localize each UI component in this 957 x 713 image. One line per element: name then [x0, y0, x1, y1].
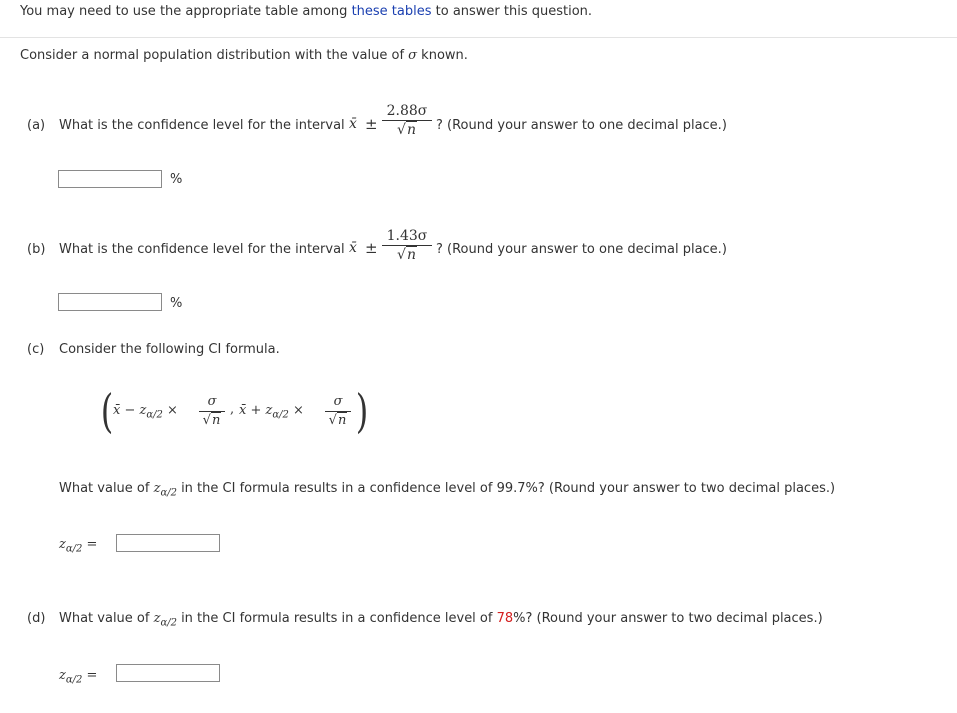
- part-c-question-prefix: What value of: [59, 481, 154, 496]
- confidence-value-highlight: 78: [496, 611, 514, 626]
- problem-intro: [20, 48, 468, 63]
- z-subscript: α/2: [65, 543, 83, 555]
- z-subscript: α/2: [160, 617, 177, 629]
- sqrt-sign: √: [397, 247, 406, 263]
- part-d-label: (d): [27, 611, 46, 626]
- z-subscript: α/2: [160, 487, 177, 499]
- part-a-numerator: 2.88σ: [386, 103, 428, 119]
- sqrt-radicand: n: [406, 122, 416, 138]
- part-d-question-mid: in the CI formula results in a confidence level of: [176, 611, 497, 626]
- sqrt-radicand: n: [337, 413, 347, 428]
- sqrt-radicand: n: [211, 413, 221, 428]
- right-denominator: [325, 413, 351, 429]
- divider: [0, 37, 957, 38]
- left-denominator: [199, 413, 225, 429]
- formula-close-paren: ): [355, 384, 369, 438]
- part-a-plus-minus: ±: [365, 115, 378, 133]
- equals-sign: =: [86, 537, 98, 552]
- z-symbol: z: [153, 481, 161, 496]
- part-b-xbar: x̄: [349, 240, 357, 256]
- part-a-answer-input[interactable]: [58, 170, 162, 188]
- sqrt-sign: √: [202, 413, 211, 428]
- left-subscript: α/2: [146, 409, 163, 421]
- z-subscript: α/2: [65, 674, 83, 686]
- equals-sign: =: [86, 668, 98, 683]
- part-a-xbar: x̄: [349, 116, 357, 132]
- instructions: [20, 4, 592, 19]
- part-b-label: (b): [27, 242, 46, 257]
- intro-text: Consider a normal population distribution with the value of: [20, 48, 409, 63]
- right-sigma: σ: [333, 394, 343, 409]
- times-symbol: ×: [292, 403, 304, 418]
- part-b-question: What is the confidence level for the interval: [59, 242, 345, 257]
- z-symbol: z: [59, 537, 66, 552]
- z-symbol: z: [153, 611, 161, 626]
- z-symbol: z: [59, 668, 66, 683]
- sqrt-sign: √: [328, 413, 337, 428]
- part-d-question-prefix: What value of: [59, 611, 154, 626]
- formula-left-term: [113, 403, 178, 421]
- part-b-instruction: ? (Round your answer to one decimal place.): [436, 242, 727, 257]
- right-subscript: α/2: [272, 409, 289, 421]
- part-c-answer-label: [59, 537, 97, 555]
- tables-link[interactable]: these tables: [351, 4, 432, 19]
- part-d-question-suffix: %? (Round your answer to two decimal places.): [513, 611, 823, 626]
- part-a-denominator: [382, 122, 432, 138]
- part-b-numerator: 1.43σ: [386, 228, 428, 244]
- part-b-answer-input[interactable]: [58, 293, 162, 311]
- part-a-fraction: [382, 103, 432, 138]
- part-c-label: (c): [27, 342, 45, 357]
- part-b-plus-minus: ±: [365, 239, 378, 257]
- instructions-prefix: You may need to use the appropriate table among: [20, 4, 352, 19]
- times-symbol: ×: [166, 403, 178, 418]
- right-term-text: x̄ + z: [239, 403, 273, 418]
- sqrt-radicand: n: [406, 247, 416, 263]
- left-sigma: σ: [207, 394, 217, 409]
- part-c-intro: Consider the following CI formula.: [59, 342, 280, 357]
- part-d-answer-label: [59, 668, 97, 686]
- sigma-symbol: σ: [408, 48, 418, 63]
- part-a-unit: %: [170, 172, 183, 187]
- part-a-label: (a): [27, 118, 46, 133]
- formula-left-fraction: [199, 394, 225, 429]
- sqrt-sign: √: [397, 122, 406, 138]
- formula-open-paren: (: [100, 384, 114, 438]
- part-b-fraction: [382, 228, 432, 263]
- intro-suffix: known.: [417, 48, 468, 63]
- part-b-unit: %: [170, 296, 183, 311]
- part-d-question: [59, 611, 823, 629]
- part-a-instruction: ? (Round your answer to one decimal place.): [436, 118, 727, 133]
- part-c-question-suffix: in the CI formula results in a confidence level of 99.7%? (Round your answer to two decimal places.): [176, 481, 836, 496]
- formula-right-fraction: [325, 394, 351, 429]
- part-a-question: What is the confidence level for the interval: [59, 118, 345, 133]
- left-term-text: x̄ − z: [113, 403, 147, 418]
- formula-right-term: [239, 403, 304, 421]
- instructions-suffix: to answer this question.: [431, 4, 593, 19]
- part-d-answer-input[interactable]: [116, 664, 220, 682]
- part-b-denominator: [382, 247, 432, 263]
- part-c-answer-input[interactable]: [116, 534, 220, 552]
- part-c-question: [59, 481, 835, 499]
- formula-comma: ,: [230, 402, 235, 417]
